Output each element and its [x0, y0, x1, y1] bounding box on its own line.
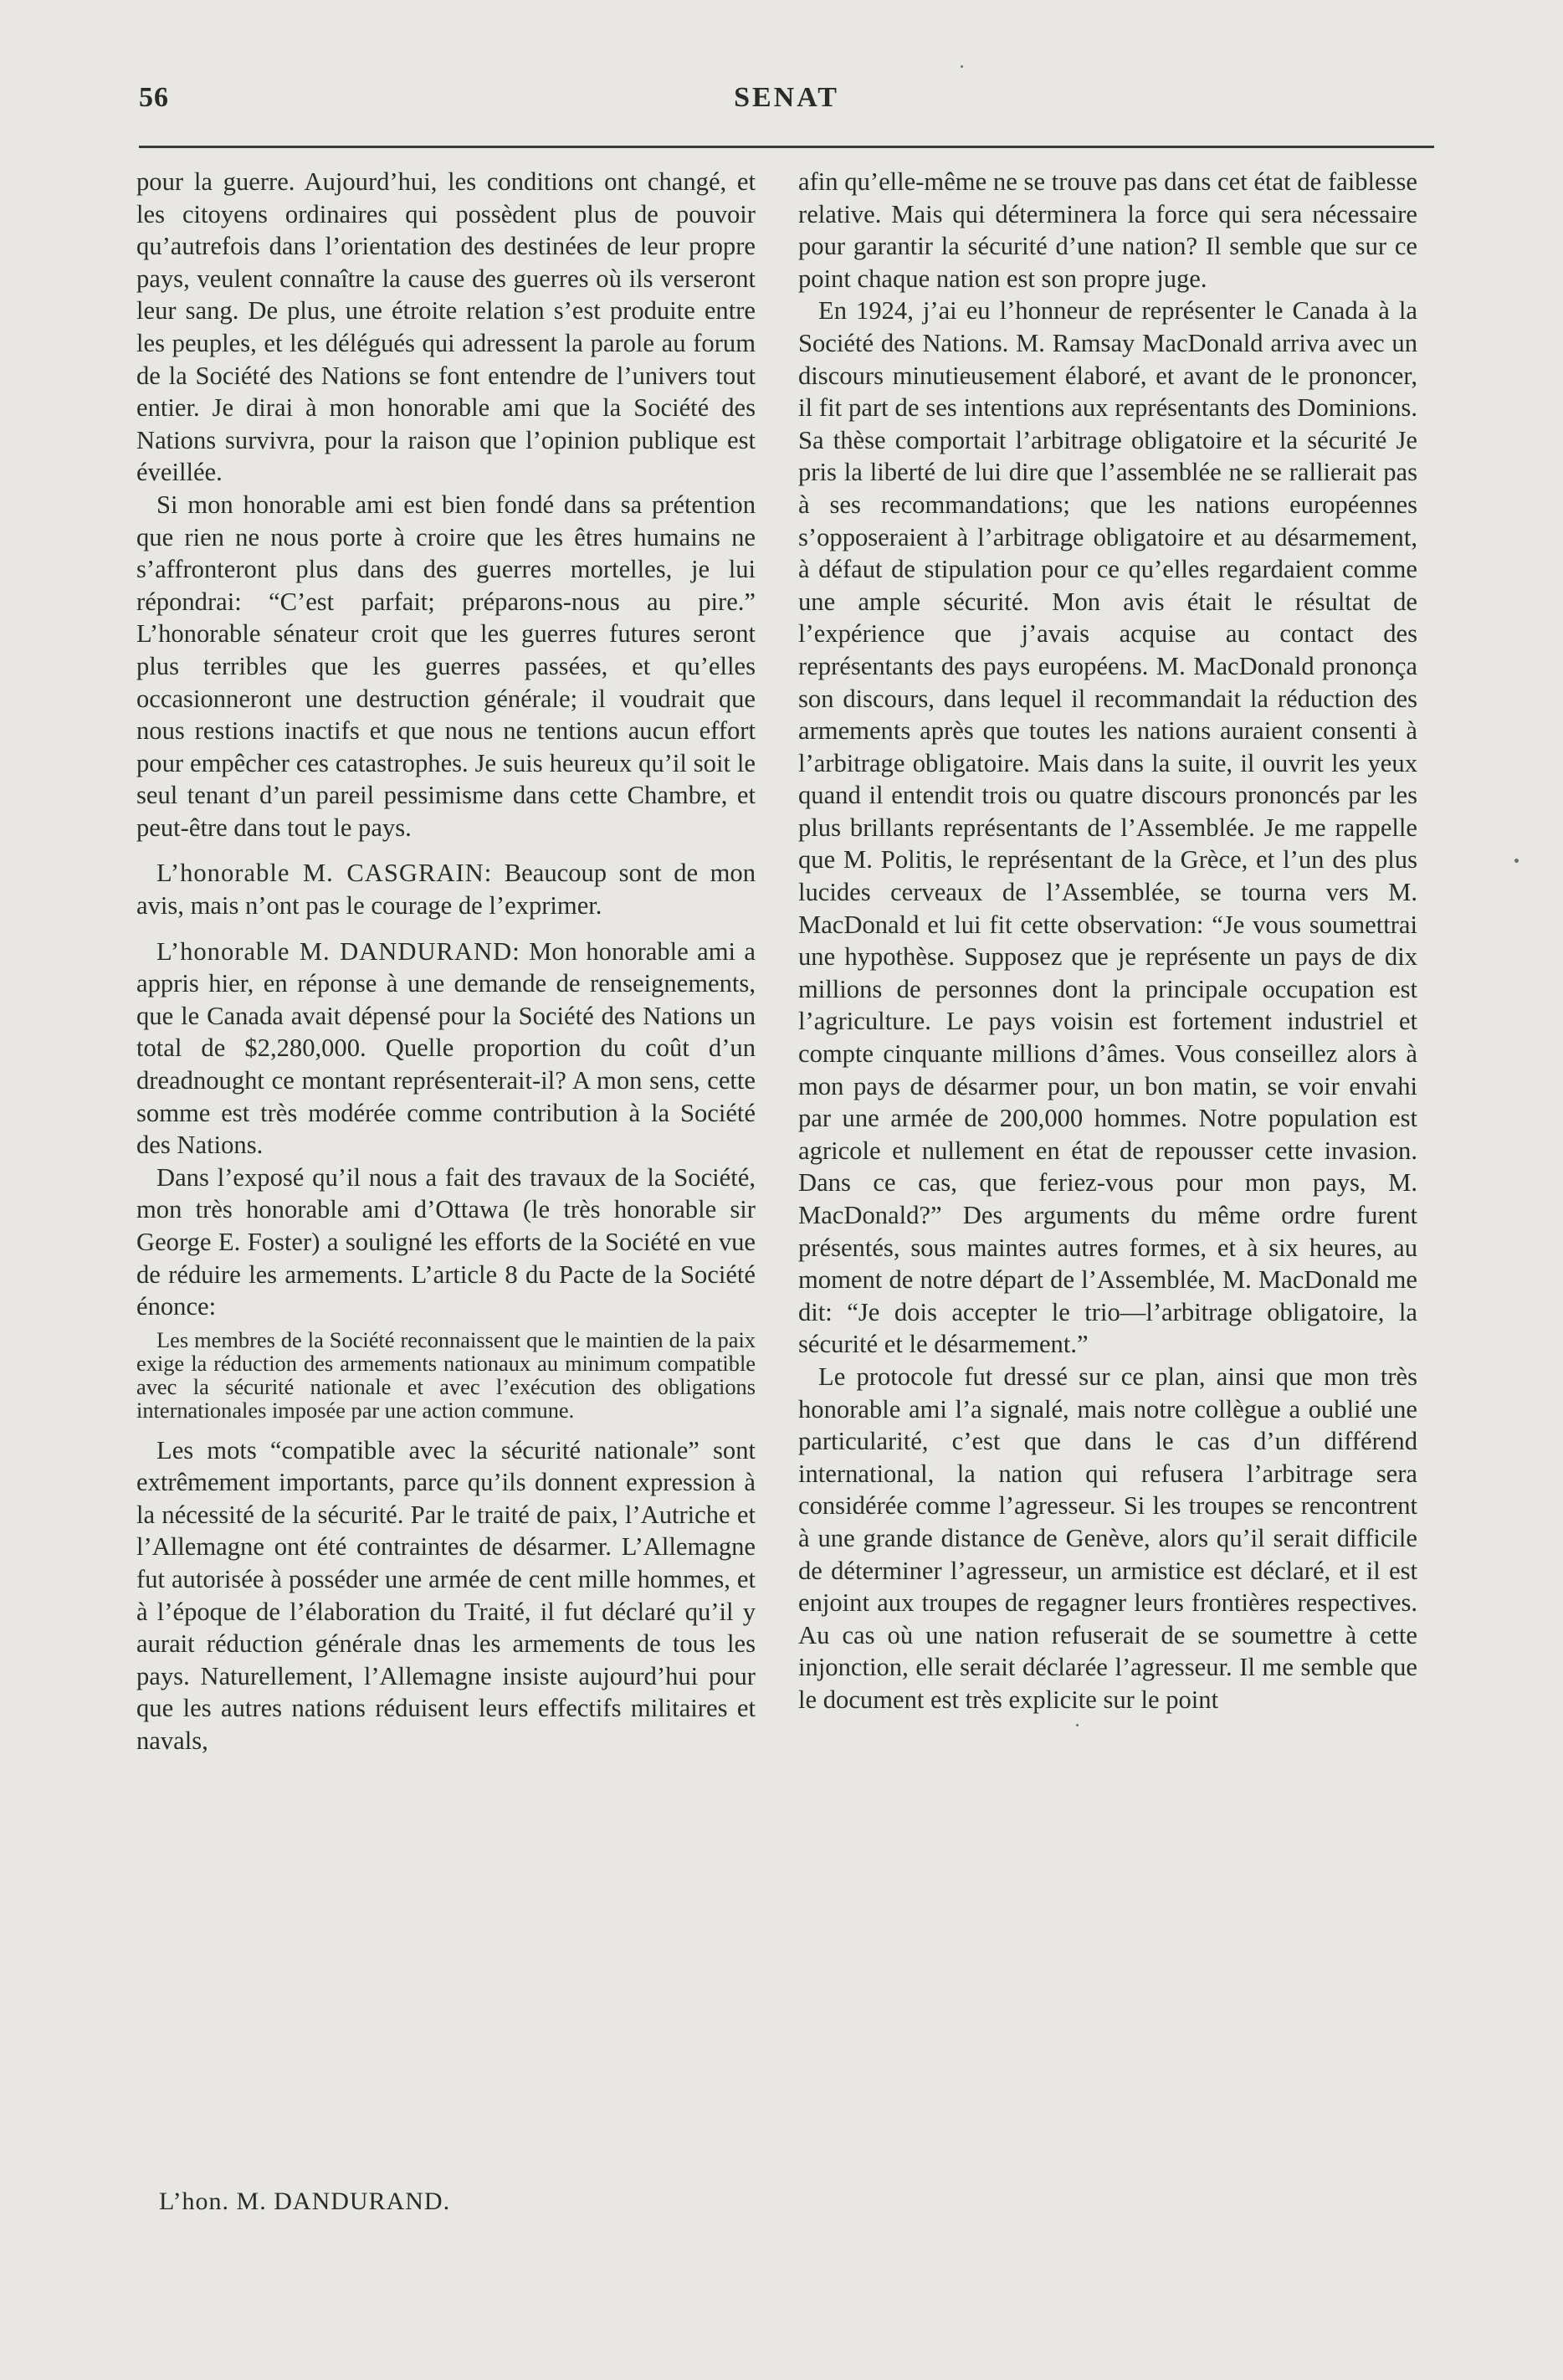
- paragraph: Les mots “compatible avec la sécurité nationale” sont extrêmement importants, parce qu’ils donnent expression à la nécessité de la sécurité. Par le traité de paix, l’Autriche et l’Allemagne ont été contraintes de désarmer. L’Allemagne fut autorisée à posséder une armée de cent mille hommes, et à l’époque de l’élaboration du Traité, il fut déclaré qu’il y aurait réduction générale dnas les armements de tous les pays. Naturellement, l’Allemagne insiste aujourd’hui pour que les autres nations réduisent leurs effectifs militaires et navals,: [136, 1435, 756, 1755]
- paragraph: pour la guerre. Aujourd’hui, les conditions ont changé, et les citoyens ordinaires qui possèdent plus de pouvoir qu’autrefois dans l’orientation des destinées de leur propre pays, veulent connaître la cause des guerres où ils verseront leur sang. De plus, une étroite relation s’est produite entre les peuples, et les délégués qui adressent la parole au forum de la Société des Nations se font entendre de l’univers tout entier. Je dirai à mon honorable ami que la Société des Nations survivra, pour la raison que l’opinion publique est éveillée.: [136, 167, 756, 487]
- speaker-paragraph: [136, 857, 756, 921]
- right-column: [798, 166, 1417, 1716]
- speaker-paragraph: [136, 936, 756, 1162]
- page-number: 56: [139, 82, 169, 113]
- paragraph: Le protocole fut dressé sur ce plan, ainsi que mon très honorable ami l’a signalé, mais notre collègue a oublié une particularité, c’est que dans le cas d’un différend international, la nation qui refusera l’arbitrage sera considérée comme l’agresseur. Si les troupes se rencontrent à une grande distance de Genève, alors qu’il serait difficile de déterminer l’agresseur, un armistice est déclaré, et il est enjoint aux troupes de regagner leurs frontières respectives. Au cas où une nation refuserait de se soumettre à cette injonction, elle serait déclarée l’agresseur. Il me semble que le document est très explicite sur le point: [798, 1362, 1417, 1714]
- page-title: SENAT: [734, 82, 839, 113]
- block-quote: Les membres de la Société reconnaissent que le maintien de la paix exige la réduction des armements nationaux au minimum compatible avec la sécurité nationale et avec l’exécution des obligations internationales imposée par une action commune.: [136, 1326, 756, 1423]
- paragraph: Si mon honorable ami est bien fondé dans sa prétention que rien ne nous porte à croire que les êtres humains ne s’affronteront plus dans des guerres mortelles, je lui répondrai: “C’est parfait; préparons-nous au pire.” L’honorable sénateur croit que les guerres futures seront plus terribles que les guerres passées, et qu’elles occasionneront une destruction générale; il voudrait que nous restions inactifs et que nous ne tentions aucun effort pour empêcher ces catastrophes. Je suis heureux qu’il soit le seul tenant d’un pareil pessimisme dans cette Chambre, et peut-être dans tout le pays.: [136, 490, 756, 842]
- speaker-text: Beaucoup sont de mon avis, mais n’ont pas le courage de l’exprimer.: [136, 859, 756, 921]
- paragraph: Dans l’exposé qu’il nous a fait des travaux de la Société, mon très honorable ami d’Ottawa (le très honorable sir George E. Foster) a souligné les efforts de la Société en vue de réduire les armements. L’article 8 du Pacte de la Société énonce:: [136, 1162, 756, 1321]
- page-footer: L’hon. M. DANDURAND.: [159, 2188, 451, 2215]
- paper-speck: [1076, 1724, 1079, 1726]
- page-header: [139, 82, 1434, 132]
- paper-speck: [961, 65, 963, 68]
- speaker-name: L’honorable M. CASGRAIN:: [156, 859, 493, 888]
- speaker-text: Mon honorable ami a appris hier, en réponse à une demande de renseignements, que le Canada avait dépensé pour la Société des Nations un total de $2,280,000. Quelle proportion du coût d’un dreadnought ce montant représenterait-il? A mon sens, cette somme est très modérée comme contribution à la Société des Nations.: [136, 936, 756, 1160]
- speaker-name: L’honorable M. DANDURAND:: [156, 936, 520, 966]
- paper-speck: [1514, 859, 1519, 863]
- header-rule: [139, 146, 1434, 148]
- paragraph: afin qu’elle-même ne se trouve pas dans cet état de faiblesse relative. Mais qui déterminera la force qui sera nécessaire pour garantir la sécurité d’une nation? Il semble que sur ce point chaque nation est son propre juge.: [798, 167, 1417, 293]
- paragraph: En 1924, j’ai eu l’honneur de représenter le Canada à la Société des Nations. M. Ramsay MacDonald arriva avec un discours minutieusement élaboré, et avant de le prononcer, il fit part de ses intentions aux représentants des Dominions. Sa thèse comportait l’arbitrage obligatoire et la sécurité Je pris la liberté de lui dire que l’assemblée ne se rallierait pas à ses recommandations; que les nations européennes s’opposeraient à l’arbitrage obligatoire et au désarmement, à défaut de stipulation pour ce qu’elles regardaient comme une ample sécurité. Mon avis était le résultat de l’expérience que j’avais acquise au contact des représentants des pays européens. M. MacDonald prononça son discours, dans lequel il recommandait la réduction des armements après que toutes les nations auraient consenti à l’arbitrage obligatoire. Mais dans la suite, il ouvrit les yeux quand il entendit trois ou quatre discours prononcés par les plus brillants représentants de l’Assemblée. Je me rappelle que M. Politis, le représentant de la Grèce, et l’un des plus lucides cerveaux de l’Assemblée, se tourna vers M. MacDonald et lui fit cette observation: “Je vous soumettrai une hypothèse. Supposez que je représente un pays de dix millions de personnes dont la principale occupation est l’agriculture. Le pays voisin est fortement industriel et compte cinquante millions d’âmes. Vous conseillez alors à mon pays de désarmer pour, un bon matin, se voir envahi par une armée de 200,000 hommes. Notre population est agricole et nullement en état de repousser cette invasion. Dans ce cas, que feriez-vous pour mon pays, M. MacDonald?” Des arguments du même ordre furent présentés, sous maintes autres formes, et à six heures, au moment de notre départ de l’Assemblée, M. MacDonald me dit: “Je dois accepter le trio—l’arbitrage obligatoire, la sécurité et le désarmement.”: [798, 296, 1417, 1359]
- left-column: [136, 166, 756, 1757]
